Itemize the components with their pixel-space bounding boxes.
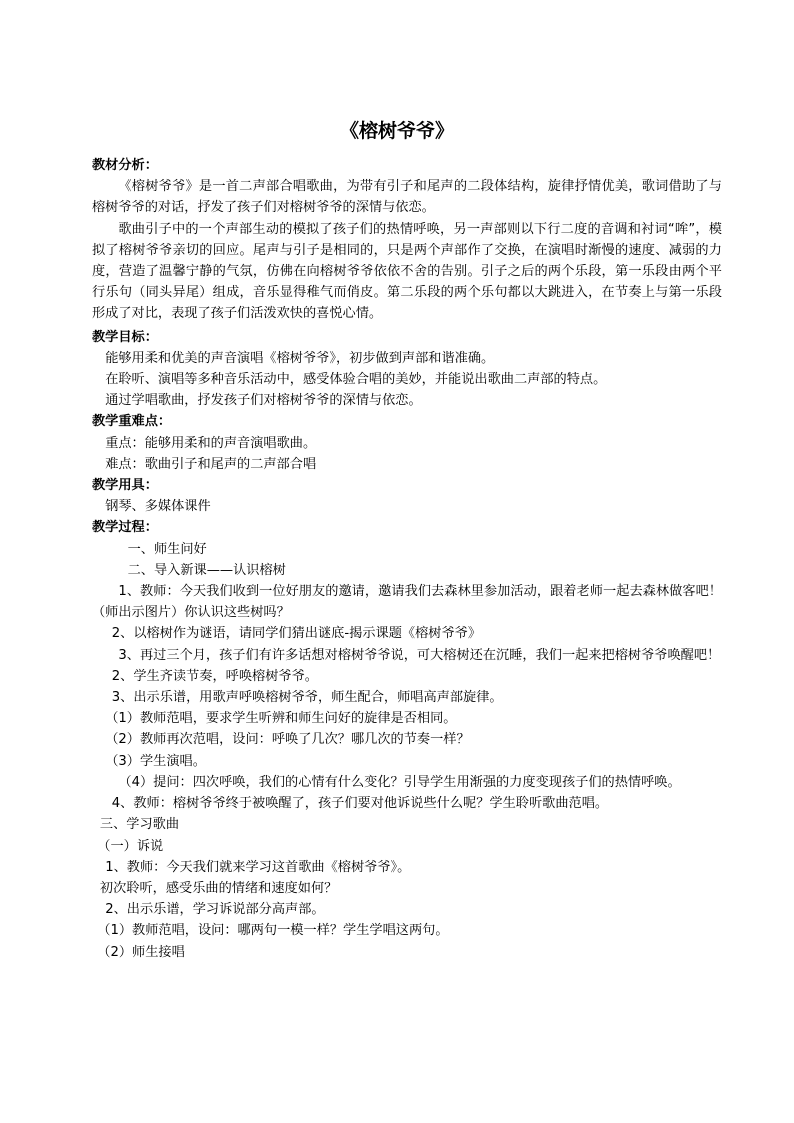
goals-heading: 教学目标： <box>92 329 158 345</box>
process-substep: （2）教师再次范唱，设问：呼唤了几次？哪几次的节奏一样？ <box>105 732 470 748</box>
process-substep: （4）提问：四次呼唤，我们的心情有什么变化？引导学生用渐强的力度变现孩子们的热情呼唤。 <box>118 774 681 790</box>
process-subsection: （一）诉说 <box>97 838 164 854</box>
tools-heading: 教学用具： <box>92 478 158 494</box>
key-points-heading: 教学重难点： <box>92 414 172 430</box>
process-substep: （3）学生演唱。 <box>105 753 206 769</box>
process-substep: （1）教师范唱，要求学生听辨和师生问好的旋律是否相同。 <box>105 711 457 727</box>
goal-item: 通过学唱歌曲，抒发孩子们对榕树爷爷的深情与依恋。 <box>105 393 422 409</box>
page-title: 《榕树爷爷》 <box>339 120 454 142</box>
process-step: 2、出示乐谱，学习诉说部分高声部。 <box>105 902 325 918</box>
process-step: 3、出示乐谱，用歌声呼唤榕树爷爷，师生配合，师唱高声部旋律。 <box>111 690 503 706</box>
process-substep: （1）教师范唱，设问：哪两句一模一样？学生学唱这两句。 <box>97 923 449 939</box>
process-section: 一、师生问好 <box>127 541 207 557</box>
process-heading: 教学过程： <box>92 520 158 536</box>
process-substep: （2）师生接唱 <box>97 944 185 960</box>
process-step: 2、学生齐读节奏，呼唤榕树爷爷。 <box>111 668 318 684</box>
analysis-paragraph-2: 歌曲引子中的一个声部生动的模拟了孩子们的热情呼唤，另一声部则以下行二度的音调和衬词“哞”，模拟了榕树爷爷亲切的回应。尾声与引子是相同的，只是两个声部作了交换，在演唱时渐慢的速度、减弱的力度，营造了温馨宁静的气氛，仿佛在向榕树爷爷依依不舍的告别。引子之后的两个乐段，第一乐段由两个平行乐句（同头异尾）组成，音乐显得稚气而俏皮。第二乐段的两个乐句都以大跳进入，在节奏上与第一乐段形成了对比，表现了孩子们活泼欢快的喜悦心情。 <box>92 221 722 322</box>
process-step: 4、教师：榕树爷爷终于被唤醒了，孩子们要对他诉说些什么呢？学生聆听歌曲范唱。 <box>111 796 609 812</box>
process-step: 3、再过三个月，孩子们有许多话想对榕树爷爷说，可大榕树还在沉睡，我们一起来把榕树爷爷唤醒吧！ <box>118 647 721 663</box>
goal-item: 能够用柔和优美的声音演唱《榕树爷爷》，初步做到声部和谐准确。 <box>105 350 495 366</box>
process-step: 1、教师：今天我们就来学习这首歌曲《榕树爷爷》。 <box>105 859 411 875</box>
process-step: 初次聆听，感受乐曲的情绪和速度如何？ <box>99 880 338 896</box>
key-point-item: 难点：歌曲引子和尾声的二声部合唱 <box>105 456 317 472</box>
key-point-item: 重点：能够用柔和的声音演唱歌曲。 <box>105 435 317 451</box>
document-body <box>92 155 722 963</box>
process-section: 二、导入新课——认识榕树 <box>127 562 286 578</box>
process-step: 2、以榕树作为谜语，请同学们猜出谜底-揭示课题《榕树爷爷》 <box>111 626 482 642</box>
goal-item: 在聆听、演唱等多种音乐活动中，感受体验合唱的美妙，并能说出歌曲二声部的特点。 <box>105 372 607 388</box>
tools-text: 钢琴、多媒体课件 <box>105 499 211 515</box>
analysis-heading: 教材分析： <box>92 158 158 173</box>
process-section: 三、学习歌曲 <box>99 817 180 833</box>
process-step: 1、教师：今天我们收到一位好朋友的邀请，邀请我们去森林里参加活动，跟着老师一起去森林做客吧！（师出示图片）你认识这些树吗？ <box>92 584 722 621</box>
analysis-paragraph-1: 《榕树爷爷》是一首二声部合唱歌曲，为带有引子和尾声的二段体结构，旋律抒情优美，歌词借助了与榕树爷爷的对话，抒发了孩子们对榕树爷爷的深情与依恋。 <box>92 179 722 216</box>
